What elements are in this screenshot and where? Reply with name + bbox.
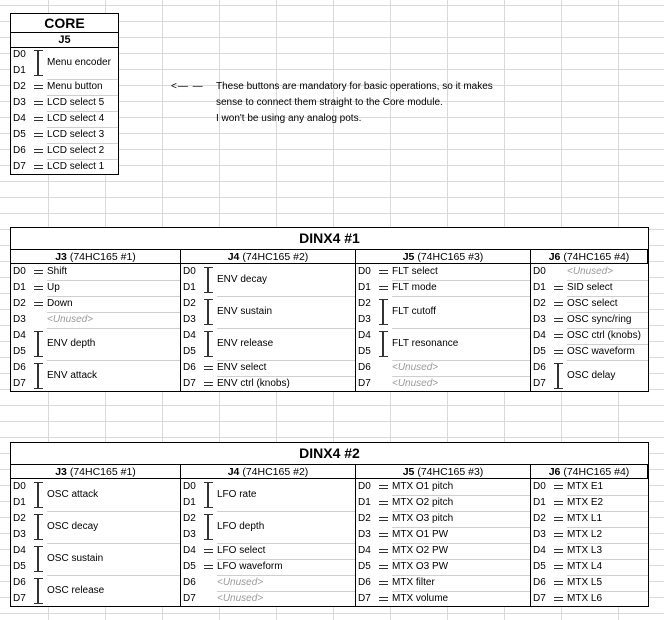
encoder-symbol-icon	[33, 511, 44, 543]
button-symbol-icon	[32, 127, 44, 143]
pin-id: D1	[183, 497, 196, 508]
connector-id: J5	[402, 251, 415, 263]
pin-id: D0	[13, 266, 26, 277]
connector-column-j6	[531, 264, 648, 392]
pin-id: D7	[13, 161, 26, 172]
pin-function-label: OSC waveform	[567, 346, 635, 357]
button-symbol-icon	[32, 95, 44, 111]
note-arrow: <— —	[171, 81, 204, 92]
connector-column-j5	[356, 479, 531, 607]
button-symbol-icon	[202, 543, 214, 559]
connector-header-j6	[531, 250, 648, 264]
dinx4-1-title: DINX4 #1	[11, 228, 648, 250]
row-separator	[567, 360, 648, 361]
pin-id: D7	[358, 593, 371, 604]
pin-function-label: MTX O1 pitch	[392, 481, 454, 492]
button-symbol-icon	[202, 360, 214, 376]
pin-function-label: ENV select	[217, 362, 267, 373]
pin-function-label: ENV depth	[47, 338, 96, 349]
pin-function-label: OSC release	[47, 585, 105, 596]
pin-function-label: LFO rate	[217, 489, 257, 500]
chip-id: (74HC165 #3)	[417, 466, 484, 478]
pin-id: D2	[183, 513, 196, 524]
button-symbol-icon	[32, 159, 44, 175]
pin-id: D3	[13, 529, 26, 540]
pin-function-label: LCD select 5	[47, 97, 105, 108]
pin-function-label: ENV attack	[47, 370, 98, 381]
row-separator	[47, 328, 180, 329]
pin-function-label: LFO waveform	[217, 561, 283, 572]
pin-id: D5	[358, 561, 371, 572]
button-symbol-icon	[377, 543, 389, 559]
row-separator	[217, 511, 355, 512]
button-symbol-icon	[32, 111, 44, 127]
chip-id: (74HC165 #1)	[69, 251, 136, 263]
chip-id: (74HC165 #2)	[242, 466, 309, 478]
encoder-symbol-icon	[378, 296, 389, 328]
pin-id: D7	[183, 378, 196, 389]
connector-header-j3	[11, 465, 181, 479]
note-line-2: sense to connect them straight to the Core module.	[216, 97, 443, 108]
pin-id: D6	[358, 577, 371, 588]
button-symbol-icon	[552, 296, 564, 312]
chip-id: (74HC165 #2)	[242, 251, 309, 263]
button-symbol-icon	[377, 511, 389, 527]
pin-function-label: MTX L2	[567, 529, 603, 540]
button-symbol-icon	[552, 559, 564, 575]
pin-id: D1	[358, 497, 371, 508]
pin-id: D7	[13, 378, 26, 389]
pin-id: D0	[533, 266, 546, 277]
pin-function-label: LCD select 2	[47, 145, 105, 156]
pin-function-label: MTX volume	[392, 593, 449, 604]
pin-id: D0	[183, 481, 196, 492]
pin-id: D4	[358, 330, 371, 341]
row-separator	[47, 543, 180, 544]
pin-id: D6	[13, 145, 26, 156]
pin-id: D6	[13, 577, 26, 588]
pin-id: D7	[533, 378, 546, 389]
row-separator	[392, 296, 530, 297]
pin-id: D5	[533, 346, 546, 357]
pin-id: D7	[533, 593, 546, 604]
pin-function-label: OSC decay	[47, 521, 99, 532]
pin-id: D5	[13, 346, 26, 357]
connector-header-j3	[11, 250, 181, 264]
core-table	[10, 13, 119, 175]
pin-id: D4	[13, 545, 26, 556]
button-symbol-icon	[552, 575, 564, 591]
button-symbol-icon	[552, 280, 564, 296]
encoder-symbol-icon	[203, 264, 214, 296]
button-symbol-icon	[552, 328, 564, 344]
pin-id: D2	[13, 298, 26, 309]
pin-id: D5	[358, 346, 371, 357]
pin-id: D0	[358, 266, 371, 277]
button-symbol-icon	[377, 264, 389, 280]
pin-function-label: MTX L6	[567, 593, 603, 604]
pin-function-label: Menu encoder	[47, 57, 111, 68]
connector-column-j4	[181, 264, 356, 392]
button-symbol-icon	[377, 575, 389, 591]
pin-id: D0	[183, 266, 196, 277]
pin-id: D6	[183, 362, 196, 373]
pin-id: D6	[533, 362, 546, 373]
unused-pin-label: <Unused>	[217, 593, 264, 604]
button-symbol-icon	[202, 559, 214, 575]
pin-id: D1	[183, 282, 196, 293]
unused-pin-label: <Unused>	[567, 266, 614, 277]
button-symbol-icon	[377, 559, 389, 575]
pin-function-label: LCD select 4	[47, 113, 105, 124]
note-line-3: I won't be using any analog pots.	[216, 113, 362, 124]
connector-header-j6	[531, 465, 648, 479]
pin-id: D1	[533, 282, 546, 293]
button-symbol-icon	[377, 280, 389, 296]
chip-id: (74HC165 #1)	[69, 466, 136, 478]
connector-id: J4	[227, 466, 240, 478]
button-symbol-icon	[552, 543, 564, 559]
row-separator	[217, 328, 355, 329]
pin-function-label: MTX L1	[567, 513, 603, 524]
connector-id: J3	[55, 466, 67, 478]
button-symbol-icon	[552, 591, 564, 607]
pin-id: D2	[13, 81, 26, 92]
button-symbol-icon	[32, 79, 44, 95]
row-separator	[47, 360, 180, 361]
pin-id: D3	[183, 314, 196, 325]
encoder-symbol-icon	[33, 360, 44, 392]
pin-id: D3	[358, 314, 371, 325]
connector-column-j6	[531, 479, 648, 607]
button-symbol-icon	[552, 527, 564, 543]
connector-id: J5	[402, 466, 415, 478]
pin-id: D0	[533, 481, 546, 492]
pin-function-label: LFO select	[217, 545, 266, 556]
pin-id: D1	[13, 497, 26, 508]
core-title: CORE	[11, 14, 118, 33]
button-symbol-icon	[377, 591, 389, 607]
pin-function-label: MTX filter	[392, 577, 435, 588]
pin-function-label: LFO depth	[217, 521, 265, 532]
pin-id: D2	[533, 513, 546, 524]
encoder-symbol-icon	[203, 328, 214, 360]
pin-id: D5	[183, 561, 196, 572]
button-symbol-icon	[377, 495, 389, 511]
core-connector: J5	[11, 33, 118, 48]
pin-id: D4	[183, 545, 196, 556]
pin-function-label: FLT cutoff	[392, 306, 436, 317]
pin-function-label: ENV decay	[217, 274, 268, 285]
connector-column-j3	[11, 479, 181, 607]
pin-id: D2	[183, 298, 196, 309]
connector-column-j5	[356, 264, 531, 392]
pin-id: D2	[533, 298, 546, 309]
unused-pin-label: <Unused>	[392, 362, 439, 373]
connector-header-j4	[181, 465, 356, 479]
pin-function-label: Shift	[47, 266, 68, 277]
row-separator	[47, 575, 180, 576]
pin-function-label: MTX L4	[567, 561, 603, 572]
pin-function-label: MTX E2	[567, 497, 604, 508]
pin-id: D3	[183, 529, 196, 540]
pin-id: D0	[358, 481, 371, 492]
chip-id: (74HC165 #3)	[417, 251, 484, 263]
button-symbol-icon	[552, 495, 564, 511]
pin-id: D4	[533, 330, 546, 341]
pin-function-label: OSC ctrl (knobs)	[567, 330, 641, 341]
pin-function-label: FLT mode	[392, 282, 437, 293]
chip-id: (74HC165 #4)	[563, 251, 630, 263]
row-separator	[47, 511, 180, 512]
connector-header-j5	[356, 465, 531, 479]
pin-id: D4	[13, 113, 26, 124]
pin-id: D4	[183, 330, 196, 341]
pin-function-label: OSC select	[567, 298, 618, 309]
pin-id: D0	[13, 481, 26, 492]
button-symbol-icon	[32, 280, 44, 296]
button-symbol-icon	[32, 296, 44, 312]
pin-id: D1	[358, 282, 371, 293]
button-symbol-icon	[552, 312, 564, 328]
encoder-symbol-icon	[33, 328, 44, 360]
button-symbol-icon	[552, 511, 564, 527]
dinx4-2-table	[10, 442, 649, 607]
connector-header-j5	[356, 250, 531, 264]
pin-function-label: MTX O2 PW	[392, 545, 449, 556]
connector-id: J4	[227, 251, 240, 263]
pin-id: D5	[13, 561, 26, 572]
pin-id: D1	[13, 65, 26, 76]
pin-function-label: OSC delay	[567, 370, 616, 381]
pin-id: D4	[533, 545, 546, 556]
note-line-1: These buttons are mandatory for basic operations, so it makes	[216, 81, 493, 92]
pin-id: D6	[13, 362, 26, 373]
pin-id: D6	[533, 577, 546, 588]
pin-id: D4	[358, 545, 371, 556]
pin-id: D5	[183, 346, 196, 357]
pin-function-label: MTX O1 PW	[392, 529, 449, 540]
button-symbol-icon	[377, 527, 389, 543]
encoder-symbol-icon	[553, 360, 564, 392]
dinx4-1-table	[10, 227, 649, 392]
row-separator	[47, 280, 180, 281]
pin-function-label: MTX O3 PW	[392, 561, 449, 572]
pin-id: D3	[358, 529, 371, 540]
pin-function-label: Up	[47, 282, 60, 293]
pin-id: D7	[183, 593, 196, 604]
pin-function-label: LCD select 1	[47, 161, 105, 172]
encoder-symbol-icon	[33, 575, 44, 607]
button-symbol-icon	[32, 143, 44, 159]
connector-column-j4	[181, 479, 356, 607]
connector-header-j4	[181, 250, 356, 264]
core-pin-list	[11, 47, 118, 174]
chip-id: (74HC165 #4)	[563, 466, 630, 478]
pin-function-label: Down	[47, 298, 73, 309]
unused-pin-label: <Unused>	[47, 314, 94, 325]
pin-id: D3	[533, 314, 546, 325]
pin-function-label: LCD select 3	[47, 129, 105, 140]
pin-id: D3	[533, 529, 546, 540]
pin-id: D6	[183, 577, 196, 588]
pin-id: D7	[358, 378, 371, 389]
pin-function-label: FLT resonance	[392, 338, 459, 349]
encoder-symbol-icon	[33, 479, 44, 511]
pin-function-label: ENV sustain	[217, 306, 273, 317]
pin-function-label: SID select	[567, 282, 613, 293]
pin-function-label: Menu button	[47, 81, 103, 92]
encoder-symbol-icon	[203, 511, 214, 543]
pin-function-label: OSC attack	[47, 489, 99, 500]
row-separator	[392, 328, 530, 329]
pin-function-label: MTX O3 pitch	[392, 513, 454, 524]
pin-id: D7	[13, 593, 26, 604]
pin-function-label: MTX O2 pitch	[392, 497, 454, 508]
button-symbol-icon	[377, 479, 389, 495]
connector-id: J6	[548, 466, 561, 478]
pin-id: D0	[13, 49, 26, 60]
connector-id: J6	[548, 251, 561, 263]
pin-function-label: FLT select	[392, 266, 438, 277]
connector-id: J3	[55, 251, 67, 263]
pin-function-label: OSC sustain	[47, 553, 104, 564]
pin-id: D2	[13, 513, 26, 524]
row-separator	[217, 296, 355, 297]
encoder-symbol-icon	[378, 328, 389, 360]
pin-function-label: MTX L3	[567, 545, 603, 556]
encoder-symbol-icon	[33, 543, 44, 575]
button-symbol-icon	[552, 344, 564, 360]
dinx4-2-title: DINX4 #2	[11, 443, 648, 465]
pin-id: D2	[358, 513, 371, 524]
pin-id: D5	[13, 129, 26, 140]
pin-function-label: ENV ctrl (knobs)	[217, 378, 290, 389]
pin-id: D1	[533, 497, 546, 508]
encoder-symbol-icon	[33, 47, 44, 79]
pin-id: D1	[13, 282, 26, 293]
pin-id: D4	[13, 330, 26, 341]
pin-function-label: MTX E1	[567, 481, 604, 492]
pin-function-label: ENV release	[217, 338, 274, 349]
pin-id: D3	[13, 97, 26, 108]
unused-pin-label: <Unused>	[392, 378, 439, 389]
encoder-symbol-icon	[203, 479, 214, 511]
pin-id: D3	[13, 314, 26, 325]
pin-id: D2	[358, 298, 371, 309]
pin-id: D5	[533, 561, 546, 572]
encoder-symbol-icon	[203, 296, 214, 328]
button-symbol-icon	[32, 264, 44, 280]
button-symbol-icon	[552, 479, 564, 495]
pin-function-label: OSC sync/ring	[567, 314, 632, 325]
pin-function-label: MTX L5	[567, 577, 603, 588]
pin-id: D6	[358, 362, 371, 373]
button-symbol-icon	[202, 376, 214, 392]
unused-pin-label: <Unused>	[217, 577, 264, 588]
connector-column-j3	[11, 264, 181, 392]
